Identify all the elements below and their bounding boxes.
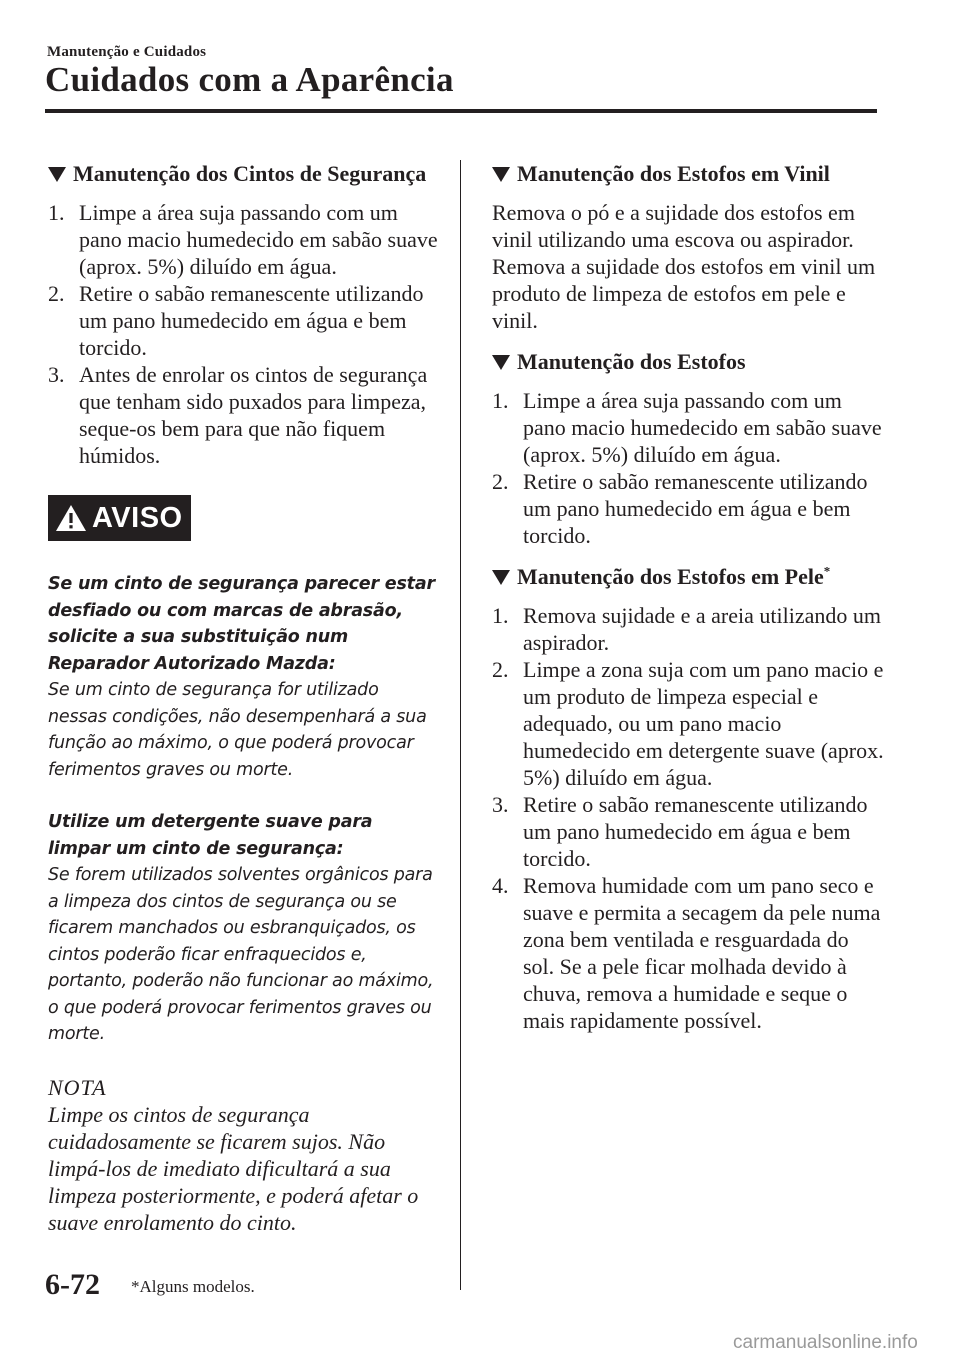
warning-text xyxy=(48,571,440,1048)
warning-body: Se forem utilizados solventes orgânicos para a limpeza dos cintos de segurança ou se ficarem manchados ou esbranquiçados, os cintos poderão ficar enfraquecidos e, portanto, poderão não funcionar ao máximo, o que poderá provocar ferimentos graves ou morte. xyxy=(48,865,434,1044)
vinyl-text: Remova o pó e a sujidade dos estofos em vinil utilizando uma escova ou aspirador. Remova a sujidade dos estofos em vinil um produto de limpeza de estofos em pele e vinil. xyxy=(492,200,876,333)
list-item: 1. Remova sujidade e a areia utilizando um aspirador. xyxy=(492,603,881,655)
warning-body: Se um cinto de segurança for utilizado nessas condições, não desempenhará a sua função ao máximo, o que poderá provocar ferimentos graves ou morte. xyxy=(48,680,427,780)
warning-block xyxy=(48,571,440,783)
warning-title: Utilize um detergente suave para limpar um cinto de segurança: xyxy=(48,812,373,859)
page-number: 6-72 xyxy=(45,1268,100,1301)
upholstery-steps xyxy=(492,387,884,549)
leather-heading: Manutenção dos Estofos em Pele* xyxy=(492,563,884,590)
triangle-bullet-icon xyxy=(492,570,510,585)
warning-badge xyxy=(48,495,191,541)
right-column xyxy=(492,160,884,1034)
warning-triangle-icon xyxy=(54,503,88,533)
list-item: 3. Antes de enrolar os cintos de segurança que tenham sido puxados para limpeza, seque-os bem para que não fiquem húmidos. xyxy=(48,362,428,468)
list-item: 1. Limpe a área suja passando com um pano macio humedecido em sabão suave (aprox. 5%) diluído em água. xyxy=(48,200,438,279)
triangle-bullet-icon xyxy=(492,355,510,370)
vinyl-heading: Manutenção dos Estofos em Vinil xyxy=(492,160,884,187)
warning-label: AVISO xyxy=(92,501,183,534)
seatbelt-heading: Manutenção dos Cintos de Segurança xyxy=(48,160,440,187)
triangle-bullet-icon xyxy=(492,167,510,182)
list-item: 3. Retire o sabão remanescente utilizando um pano humedecido em água e bem torcido. xyxy=(492,792,868,871)
upholstery-heading: Manutenção dos Estofos xyxy=(492,348,884,375)
list-item: 2. Limpe a zona suja com um pano macio e um produto de limpeza especial e adequado, ou um pano macio humedecido em detergente suave (aprox. 5%) diluído em água. xyxy=(492,657,884,790)
section-header: Manutenção e Cuidados xyxy=(47,44,207,60)
header-rule xyxy=(45,109,877,113)
warning-block xyxy=(48,809,440,1048)
list-item: 2. Retire o sabão remanescente utilizando um pano humedecido em água e bem torcido. xyxy=(48,281,424,360)
list-item: 1. Limpe a área suja passando com um pano macio humedecido em sabão suave (aprox. 5%) diluído em água. xyxy=(492,388,882,467)
note xyxy=(48,1074,440,1236)
list-item: 4. Remova humidade com um pano seco e suave e permita a secagem da pele numa zona bem ventilada e resguardada do sol. Se a pele ficar molhada devido à chuva, remova a humidade e seque o mais rapidamente possível. xyxy=(492,873,881,1033)
watermark: carmanualsonline.info xyxy=(733,1332,918,1353)
page-title: Cuidados com a Aparência xyxy=(45,60,454,99)
leather-steps xyxy=(492,602,884,1034)
seatbelt-steps xyxy=(48,199,440,469)
left-column xyxy=(48,160,440,1236)
warning-title: Se um cinto de segurança parecer estar desfiado ou com marcas de abrasão, solicite a sua substituição num Reparador Autorizado Mazda: xyxy=(48,574,435,674)
footnote: *Alguns modelos. xyxy=(131,1277,255,1296)
column-divider xyxy=(460,160,461,1290)
note-text: Limpe os cintos de segurança cuidadosamente se ficarem sujos. Não limpá-los de imediato dificultará a sua limpeza posteriormente, e poderá afetar o suave enrolamento do cinto. xyxy=(48,1101,419,1235)
list-item: 2. Retire o sabão remanescente utilizando um pano humedecido em água e bem torcido. xyxy=(492,469,868,548)
triangle-bullet-icon xyxy=(48,167,66,182)
note-label: NOTA xyxy=(48,1074,107,1100)
asterisk-mark: * xyxy=(823,563,831,579)
